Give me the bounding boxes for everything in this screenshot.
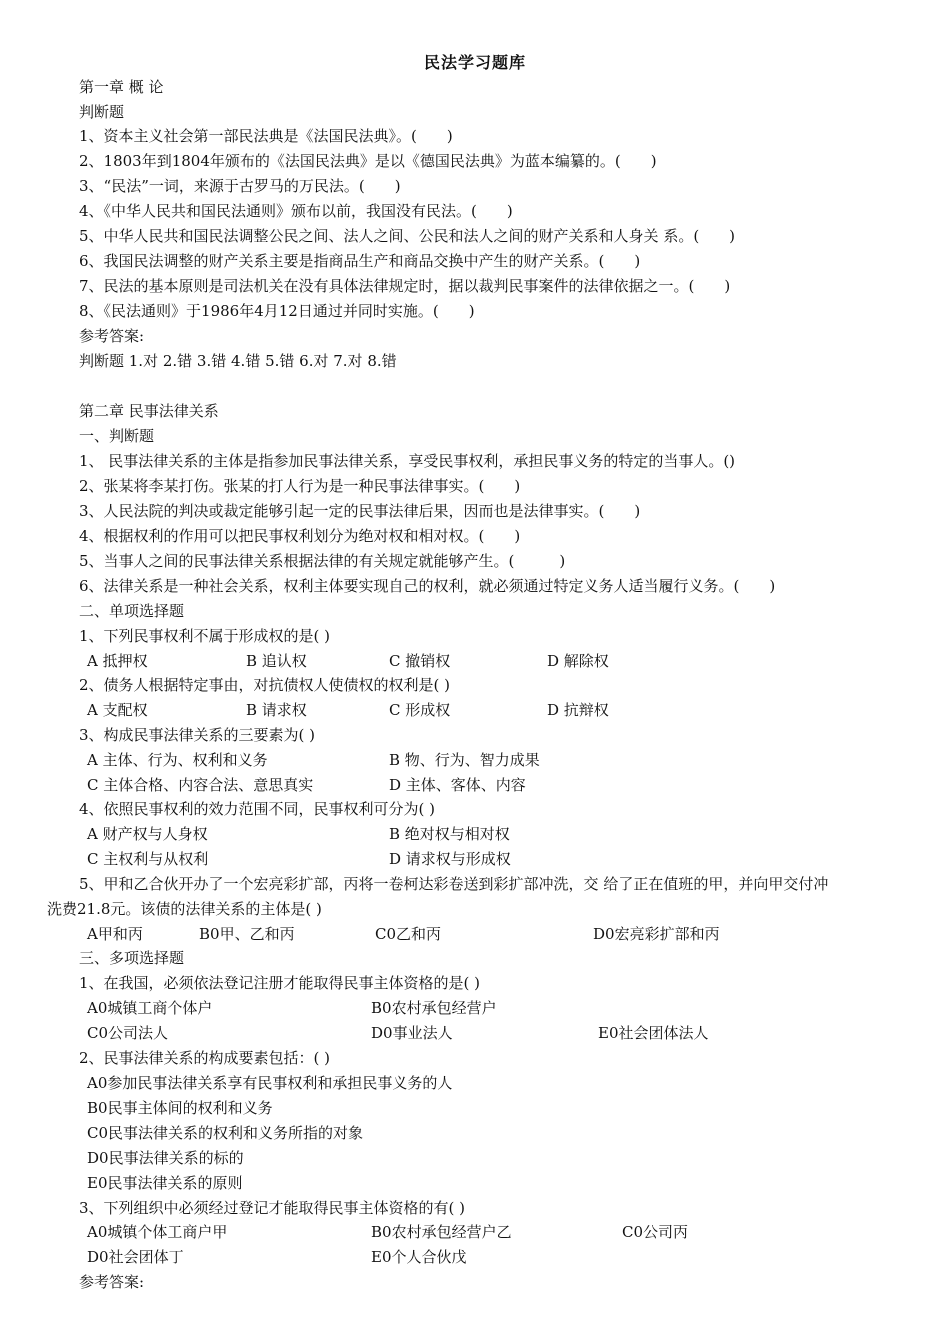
ch1-question-1: 1、资本主义社会第一部民法典是《法国民法典》。( ): [79, 127, 453, 145]
multi-3-option-c: C0公司丙: [622, 1223, 689, 1241]
single-3-option-a: A 主体、行为、权利和义务: [87, 751, 268, 769]
single-3-option-b: B 物、行为、智力成果: [389, 751, 540, 769]
ch1-question-8: 8、《民法通则》于1986年4月12日通过并同时实施。( ): [79, 302, 475, 320]
single-question-5-line-1: [79, 872, 828, 896]
single-5-option-c: C0乙和丙: [375, 925, 442, 943]
multi-question-2: 2、民事法律关系的构成要素包括：( ): [79, 1049, 331, 1067]
single-question-5-text-1: 5、甲和乙合伙开办了一个宏亮彩扩部，丙将一卷柯达彩卷送到彩扩部冲洗，交 给了正在值班的甲，并向甲交付冲: [79, 875, 829, 893]
ch1-question-4: 4、《中华人民共和国民法通则》颁布以前，我国没有民法。( ): [79, 202, 513, 220]
single-4-option-a: A 财产权与人身权: [87, 825, 208, 843]
single-question-5-line-2: 洗费21.8元。该债的法律关系的主体是( ): [47, 900, 322, 918]
multi-1-option-a: A0城镇工商个体户: [87, 999, 213, 1017]
single-question-3: 3、构成民事法律关系的三要素为( ): [79, 726, 316, 744]
single-question-2: 2、债务人根据特定事由，对抗债权人使债权的权利是( ): [79, 676, 451, 694]
single-3-option-d: D 主体、客体、内容: [389, 776, 526, 794]
multi-2-option-b: B0民事主体间的权利和义务: [87, 1099, 273, 1117]
multi-3-option-e: E0个人合伙戊: [371, 1248, 467, 1266]
multi-3-option-b: B0农村承包经营户乙: [371, 1223, 512, 1241]
single-2-option-c: C 形成权: [389, 701, 451, 719]
single-4-option-c: C 主权利与从权利: [87, 850, 209, 868]
multi-question-3: 3、下列组织中必须经过登记才能取得民事主体资格的有( ): [79, 1199, 466, 1217]
single-1-option-d: D 解除权: [547, 652, 609, 670]
single-question-4: 4、依照民事权利的效力范围不同，民事权利可分为( ): [79, 800, 436, 818]
single-2-option-d: D 抗辩权: [547, 701, 609, 719]
ch2-answer-label: 参考答案:: [79, 1273, 145, 1291]
multi-question-1: 1、在我国，必须依法登记注册才能取得民事主体资格的是( ): [79, 974, 481, 992]
multi-1-option-d: D0事业法人: [371, 1024, 453, 1042]
ch1-answer-label: 参考答案:: [79, 327, 145, 345]
single-4-option-d: D 请求权与形成权: [389, 850, 511, 868]
single-2-option-a: A 支配权: [87, 701, 148, 719]
ch2-judge-1: 1、 民事法律关系的主体是指参加民事法律关系，享受民事权利，承担民事义务的特定的当事人。(): [79, 452, 736, 470]
ch1-question-3: 3、“民法”一词，来源于古罗马的万民法。( ): [79, 177, 401, 195]
ch2-section-single-choice: 二、单项选择题: [79, 602, 185, 620]
ch1-question-5: 5、中华人民共和国民法调整公民之间、法人之间、公民和法人之间的财产关系和人身关 系。( ): [79, 227, 736, 245]
single-1-option-a: A 抵押权: [87, 652, 148, 670]
ch1-answers: 判断题 1.对 2.错 3.错 4.错 5.错 6.对 7.对 8.错: [79, 352, 397, 370]
single-2-option-b: B 请求权: [246, 701, 307, 719]
single-question-1: 1、下列民事权利不属于形成权的是( ): [79, 627, 331, 645]
multi-3-option-d: D0社会团体丁: [87, 1248, 184, 1266]
ch1-question-2: 2、1803年到1804年颁布的《法国民法典》是以《德国民法典》为蓝本编纂的。( ): [79, 152, 657, 170]
multi-1-option-e: E0社会团体法人: [598, 1024, 709, 1042]
ch2-judge-4: 4、根据权利的作用可以把民事权利划分为绝对权和相对权。( ): [79, 527, 521, 545]
single-3-option-c: C 主体合格、内容合法、意思真实: [87, 776, 314, 794]
ch1-question-6: 6、我国民法调整的财产关系主要是指商品生产和商品交换中产生的财产关系。( ): [79, 252, 641, 270]
multi-2-option-a: A0参加民事法律关系享有民事权利和承担民事义务的人: [87, 1074, 453, 1092]
chapter-2-heading: 第二章 民事法律关系: [79, 402, 219, 420]
ch2-judge-6: 6、法律关系是一种社会关系，权利主体要实现自己的权利，就必须通过特定义务人适当履行义务。( ): [79, 577, 776, 595]
multi-2-option-d: D0民事法律关系的标的: [87, 1149, 244, 1167]
multi-2-option-c: C0民事法律关系的权利和义务所指的对象: [87, 1124, 364, 1142]
single-5-option-a: A甲和丙: [87, 925, 143, 943]
single-4-option-b: B 绝对权与相对权: [389, 825, 510, 843]
document-title: 民法学习题库: [423, 53, 526, 72]
ch1-question-7: 7、民法的基本原则是司法机关在没有具体法律规定时，据以裁判民事案件的法律依据之一。( ): [79, 277, 731, 295]
section-true-false: 判断题: [79, 103, 125, 121]
multi-1-option-c: C0公司法人: [87, 1024, 169, 1042]
single-5-option-d: D0宏亮彩扩部和丙: [593, 925, 720, 943]
ch2-judge-3: 3、人民法院的判决或裁定能够引起一定的民事法律后果，因而也是法律事实。( ): [79, 502, 641, 520]
ch2-section-true-false: 一、判断题: [79, 427, 155, 445]
multi-3-option-a: A0城镇个体工商户甲: [87, 1223, 228, 1241]
chapter-1-heading: 第一章 概 论: [79, 78, 164, 96]
multi-2-option-e: E0民事法律关系的原则: [87, 1174, 243, 1192]
ch2-judge-2: 2、张某将李某打伤。张某的打人行为是一种民事法律事实。( ): [79, 477, 521, 495]
single-1-option-c: C 撤销权: [389, 652, 451, 670]
single-1-option-b: B 追认权: [246, 652, 307, 670]
single-5-option-b: B0甲、乙和丙: [199, 925, 295, 943]
ch2-section-multiple-choice: 三、多项选择题: [79, 949, 185, 967]
multi-1-option-b: B0农村承包经营户: [371, 999, 497, 1017]
ch2-judge-5: 5、当事人之间的民事法律关系根据法律的有关规定就能够产生。( ): [79, 552, 566, 570]
